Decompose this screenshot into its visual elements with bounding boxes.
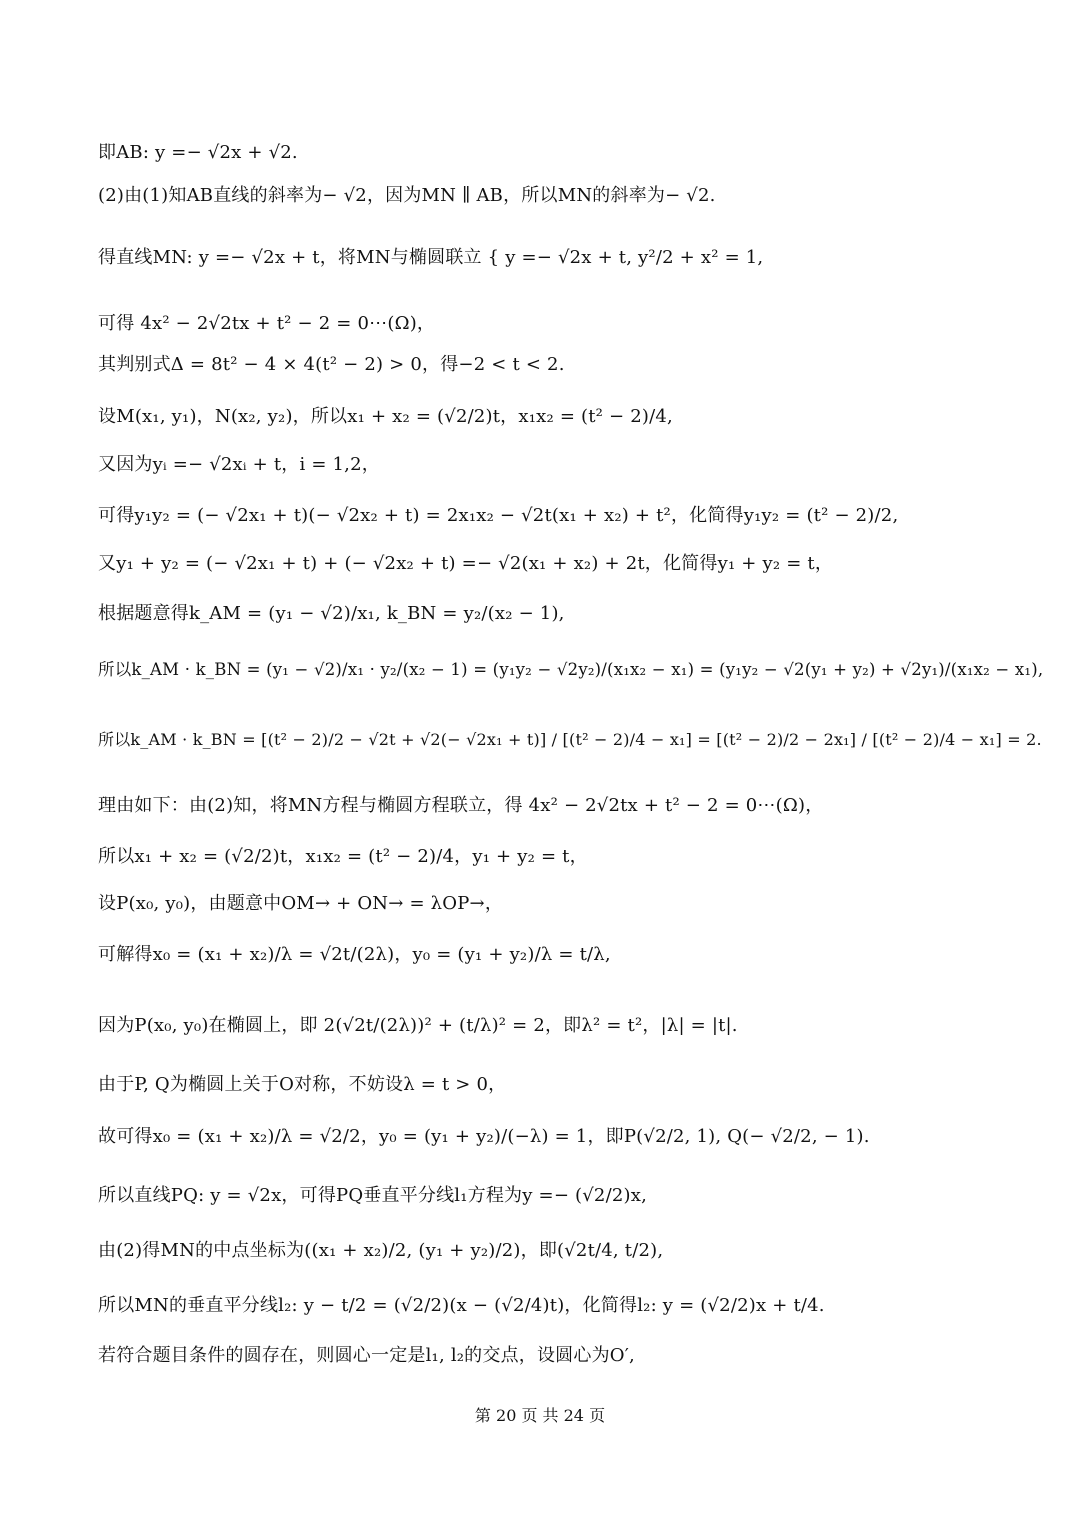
text-line: 因为P(x₀, y₀)在椭圆上，即 2(√2t/(2λ))² + (t/λ)² = 2，即λ² = t²，|λ| = |t|. (98, 1015, 738, 1036)
text-line: 根据题意得k_AM = (y₁ − √2)/x₁, k_BN = y₂/(x₂ − 1), (98, 603, 565, 624)
text-line: 故可得x₀ = (x₁ + x₂)/λ = √2/2，y₀ = (y₁ + y₂)/(−λ) = 1，即P(√2/2, 1), Q(− √2/2, − 1). (98, 1126, 870, 1147)
text-line: 可得 4x² − 2√2tx + t² − 2 = 0⋯(Ω)， (98, 313, 436, 334)
text-line: 设P(x₀, y₀)，由题意中OM→ + ON→ = λOP→， (98, 893, 504, 914)
text-line: 又y₁ + y₂ = (− √2x₁ + t) + (− √2x₂ + t) =− √2(x₁ + x₂) + 2t，化简得y₁ + y₂ = t， (98, 553, 834, 574)
text-line: 设M(x₁, y₁)，N(x₂, y₂)，所以x₁ + x₂ = (√2/2)t，x₁x₂ = (t² − 2)/4, (98, 406, 673, 427)
text-line: 又因为yᵢ =− √2xᵢ + t，i = 1,2， (98, 454, 380, 475)
text-line: 得直线MN: y =− √2x + t，将MN与椭圆联立 { y =− √2x + t, y²/2 + x² = 1, (98, 247, 764, 268)
text-line: 可得y₁y₂ = (− √2x₁ + t)(− √2x₂ + t) = 2x₁x₂ − √2t(x₁ + x₂) + t²，化简得y₁y₂ = (t² − 2)/2, (98, 505, 899, 526)
text-line: 可解得x₀ = (x₁ + x₂)/λ = √2t/(2λ)，y₀ = (y₁ + y₂)/λ = t/λ, (98, 944, 611, 965)
text-line: 所以k_AM · k_BN = [(t² − 2)/2 − √2t + √2(− √2x₁ + t)] / [(t² − 2)/4 − x₁] = [(t² − 2)/2 − 2x₁] / [(t² − 2)/4 − x₁] = 2. (98, 730, 1042, 749)
text-line: 所以k_AM · k_BN = (y₁ − √2)/x₁ · y₂/(x₂ − 1) = (y₁y₂ − √2y₂)/(x₁x₂ − x₁) = (y₁y₂ − √2(y₁ + y₂) + √2y₁)/(x₁x₂ − x₁), (98, 660, 1044, 679)
text-line: (2)由(1)知AB直线的斜率为− √2，因为MN ∥ AB，所以MN的斜率为− √2. (98, 185, 716, 206)
text-line: 所以MN的垂直平分线l₂: y − t/2 = (√2/2)(x − (√2/4)t)，化简得l₂: y = (√2/2)x + t/4. (98, 1295, 825, 1316)
text-line: 所以直线PQ: y = √2x，可得PQ垂直平分线l₁方程为y =− (√2/2)x, (98, 1185, 647, 1206)
text-line: 所以x₁ + x₂ = (√2/2)t，x₁x₂ = (t² − 2)/4，y₁ + y₂ = t， (98, 846, 588, 867)
text-line: 即AB: y =− √2x + √2. (98, 142, 298, 163)
text-line: 若符合题目条件的圆存在，则圆心一定是l₁, l₂的交点，设圆心为O′, (98, 1345, 635, 1366)
text-line: 由于P, Q为椭圆上关于O对称，不妨设λ = t > 0， (98, 1074, 507, 1095)
page-footer: 第 20 页 共 24 页 (474, 1406, 606, 1425)
text-line: 理由如下：由(2)知，将MN方程与椭圆方程联立，得 4x² − 2√2tx + t² − 2 = 0⋯(Ω)， (98, 795, 824, 816)
text-line: 其判别式Δ = 8t² − 4 × 4(t² − 2) > 0，得−2 < t < 2. (98, 354, 565, 375)
text-line: 由(2)得MN的中点坐标为((x₁ + x₂)/2, (y₁ + y₂)/2)，即(√2t/4, t/2), (98, 1240, 664, 1261)
